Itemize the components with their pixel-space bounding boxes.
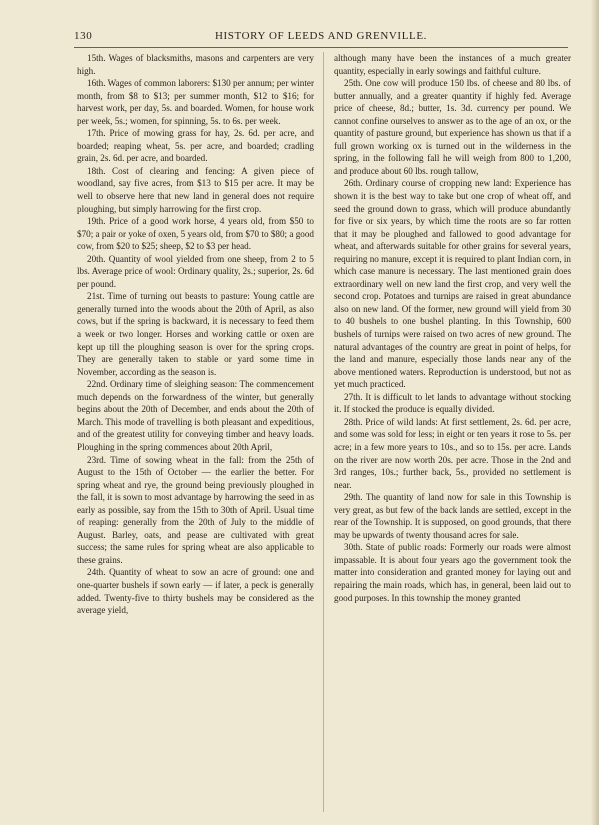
right-column xyxy=(334,52,571,604)
paragraph: 15th. Wages of blacksmiths, masons and carpenters are very high. xyxy=(77,53,314,76)
paragraph: 29th. The quantity of land now for sale in this Township is very great, as but few of the back lands are settled, except in the rear of the Township. It is supposed, on good grounds, that there may be upwards of twenty thousand acres for sale. xyxy=(334,492,571,540)
paragraph: 17th. Price of mowing grass for hay, 2s. 6d. per acre, and boarded; reaping wheat, 5s. per acre, and boarded; cradling grain, 2s. 6d. per acre, and boarded. xyxy=(77,128,314,164)
paragraph: 25th. One cow will produce 150 lbs. of cheese and 80 lbs. of butter annually, and a greater quantity if highly fed. Average price of cheese, 8d.; butter, 1s. 3d. currency per pound. We cannot confine ourselves to answer as to the age of an ox, or the quantity of pasture ground, but experience has shown us that if a full grown working ox is turned out in the wilderness in the spring, in the following fall he will weigh from 800 to 1,200, and produce about 60 lbs. rough tallow, xyxy=(334,78,571,176)
page-header xyxy=(74,30,568,46)
paragraph: 28th. Price of wild lands: At first settlement, 2s. 6d. per acre, and some was sold for less; in eight or ten years it rose to 5s. per acre; in a few more years to 10s., and so to 15s. per acre. Lands on the river are now worth 20s. per acre. Those in the 2nd and 3rd ranges, 10s.; further back, 5s., provided no settlement is near. xyxy=(334,416,571,490)
paragraph: 23rd. Time of sowing wheat in the fall: from the 25th of August to the 15th of October — the earlier the better. For spring wheat and rye, the ground being previously ploughed in the fall, it is sown to most advantage by harrowing the seed in as early as possible, say from the 15th to 30th of April. Usual time of reaping: generally from the 20th of July to the middle of August. Barley, oats, and pease are cultivated with great success; the same rules for spring wheat are also applicable to these grains. xyxy=(77,454,314,565)
paragraph: 22nd. Ordinary time of sleighing season: The commencement much depends on the forwardness of the winter, but generally begins about the 20th of December, and ends about the 20th of March. This mode of travelling is both pleasant and expeditious, and of the greatest utility for conveying timber and heavy loads. Ploughing in the spring commences about 20th April, xyxy=(77,379,314,452)
header-rule xyxy=(74,47,568,48)
running-title: HISTORY OF LEEDS AND GRENVILLE. xyxy=(214,30,428,42)
column-divider xyxy=(323,52,324,812)
paragraph: 24th. Quantity of wheat to sow an acre of ground: one and one-quarter bushels if sown early — if later, a peck is generally added. Twenty-five to thirty bushels may be considered as the average yield, xyxy=(77,567,314,616)
paragraph: 26th. Ordinary course of cropping new land: Experience has shown it is the best way to take but one crop of wheat off, and seed the ground down to grass, which will produce abundantly for five or six years, by which time the roots are so far rotten that it may be ploughed and fallowed to good advantage for wheat, and afterwards suitable for other grains for several years, requiring no manure, except it is required to plant Indian corn, in which case manure is necessary. The last mentioned grain does extraordinary well on new land the first crop, and very well the second crop. Potatoes and turnips are raised in great abundance also on new land. Of the former, new ground will yield from 30 to 40 bushels to one bushel planting. In this Township, 600 bushels of turnips were raised on two acres of new ground. The natural advantages of the country are great in point of helps, for the land and manure, especially those lands near any of the above mentioned waters. Reproduction is understood, but not as yet much practiced. xyxy=(334,178,571,390)
paragraph-continued: although many have been the instances of a much greater quantity, especially in early sowings and faithful culture. xyxy=(334,53,571,76)
paragraph: 18th. Cost of clearing and fencing: A given piece of woodland, say five acres, from $13 to $15 per acre. It may be well to observe here that new land in general does not require ploughing, but simply harrowing for the first crop. xyxy=(77,165,314,214)
paragraph: 30th. State of public roads: Formerly our roads were almost impassable. It is about four years ago the government took the matter into consideration and granted money for laying out and repairing the main roads, which has, in general, been laid out to good purposes. In this township the money granted xyxy=(334,542,571,603)
paragraph: 27th. It is difficult to let lands to advantage without stocking it. If stocked the produce is equally divided. xyxy=(334,391,571,415)
left-column xyxy=(77,52,314,617)
paragraph: 19th. Price of a good work horse, 4 years old, from $50 to $70; a pair or yoke of oxen, 5 years old, from $70 to $80; a good cow, from $20 to $25; sheep, $2 to $3 per head. xyxy=(77,216,314,252)
paragraph: 16th. Wages of common laborers: $130 per annum; per winter month, from $8 to $13; per summer month, $12 to $16; for harvest work, per day, 5s. and boarded. Women, for house work per week, 5s.; women, for spinning, 5s. to 6s. per week. xyxy=(77,78,314,126)
page-number: 130 xyxy=(74,30,93,42)
paragraph: 20th. Quantity of wool yielded from one sheep, from 2 to 5 lbs. Average price of wool: Ordinary quality, 2s.; superior, 2s. 6d per pound. xyxy=(77,253,314,289)
paragraph: 21st. Time of turning out beasts to pasture: Young cattle are generally turned into the woods about the 20th of April, as also cows, but if the spring is backward, it is necessary to feed them a week or two longer. Horses and working cattle or oxen are kept up till the ploughing season is over for the spring crops. They are generally taken to stable or yard some time in November, according as the season is. xyxy=(77,291,314,377)
page-edge-shadow xyxy=(591,0,599,825)
